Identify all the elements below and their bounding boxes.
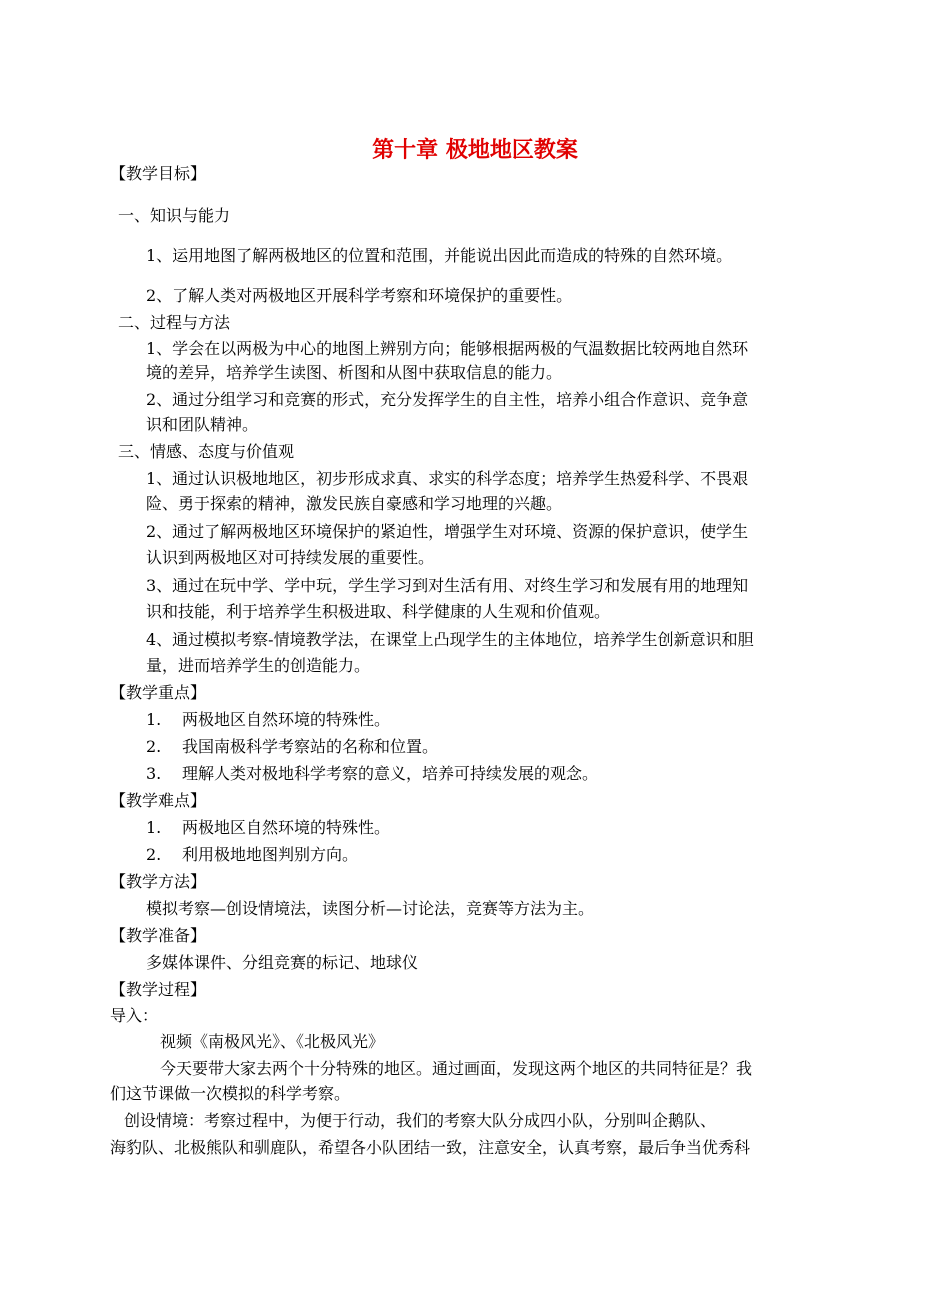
section-heading-difficulties: 【教学难点】 <box>110 791 207 810</box>
paragraph-line: 1、运用地图了解两极地区的位置和范围，并能说出因此而造成的特殊的自然环境。 <box>146 246 733 265</box>
list-number: 1. <box>146 818 162 837</box>
paragraph-line: 认识到两极地区对可持续发展的重要性。 <box>146 548 435 567</box>
paragraph-line: 1、学会在以两极为中心的地图上辨别方向；能够根据两极的气温数据比较两地自然环 <box>146 339 749 358</box>
section-heading-process: 【教学过程】 <box>110 980 207 999</box>
list-text: 我国南极科学考察站的名称和位置。 <box>182 737 439 756</box>
list-text: 利用极地地图判别方向。 <box>182 845 359 864</box>
paragraph-line: 创设情境：考察过程中，为便于行动，我们的考察大队分成四小队，分别叫企鹅队、 <box>124 1111 717 1130</box>
subsection-heading-attitude: 三、情感、态度与价值观 <box>118 442 295 461</box>
list-item <box>146 737 438 757</box>
paragraph-line: 识和技能，利于培养学生积极进取、科学健康的人生观和价值观。 <box>146 602 611 621</box>
paragraph-line: 险、勇于探索的精神，激发民族自豪感和学习地理的兴趣。 <box>146 494 563 513</box>
list-number: 2. <box>146 845 162 864</box>
paragraph-line: 4、通过模拟考察-情境教学法，在课堂上凸现学生的主体地位，培养学生创新意识和胆 <box>146 630 754 649</box>
paragraph-line: 视频《南极风光》、《北极风光》 <box>160 1032 385 1051</box>
intro-label: 导入： <box>110 1006 159 1025</box>
list-item <box>146 818 390 838</box>
section-heading-methods: 【教学方法】 <box>110 872 207 891</box>
paragraph-line: 今天要带大家去两个十分特殊的地区。通过画面，发现这两个地区的共同特征是？我 <box>160 1059 753 1078</box>
subsection-heading-process: 二、过程与方法 <box>118 313 231 332</box>
list-number: 3. <box>146 764 162 783</box>
paragraph-line: 3、通过在玩中学、学中玩，学生学习到对生活有用、对终生学习和发展有用的地理知 <box>146 576 749 595</box>
paragraph-line: 海豹队、北极熊队和驯鹿队，希望各小队团结一致，注意安全，认真考察，最后争当优秀科 <box>110 1138 751 1157</box>
paragraph-line: 量，进而培养学生的创造能力。 <box>146 656 371 675</box>
paragraph-line: 2、了解人类对两极地区开展科学考察和环境保护的重要性。 <box>146 286 573 305</box>
paragraph-line: 2、通过了解两极地区环境保护的紧迫性，增强学生对环境、资源的保护意识，使学生 <box>146 522 749 541</box>
list-number: 2. <box>146 737 162 756</box>
paragraph-line: 1、通过认识极地地区，初步形成求真、求实的科学态度；培养学生热爱科学、不畏艰 <box>146 469 749 488</box>
list-item <box>146 845 358 865</box>
paragraph-line: 境的差异，培养学生读图、析图和从图中获取信息的能力。 <box>146 363 563 382</box>
paragraph-line: 们这节课做一次模拟的科学考察。 <box>110 1084 351 1103</box>
section-heading-preparation: 【教学准备】 <box>110 926 207 945</box>
list-item <box>146 764 598 784</box>
document-title: 第十章 极地地区教案 <box>372 138 578 163</box>
list-item <box>146 710 390 730</box>
list-text: 两极地区自然环境的特殊性。 <box>182 710 391 729</box>
paragraph-line: 模拟考察—创设情境法，读图分析—讨论法，竞赛等方法为主。 <box>146 899 595 918</box>
section-heading-key-points: 【教学重点】 <box>110 683 207 702</box>
section-heading-goals: 【教学目标】 <box>110 164 207 183</box>
subsection-heading-knowledge: 一、知识与能力 <box>118 206 231 225</box>
paragraph-line: 识和团队精神。 <box>146 415 259 434</box>
list-text: 理解人类对极地科学考察的意义，培养可持续发展的观念。 <box>182 764 599 783</box>
paragraph-line: 2、通过分组学习和竞赛的形式，充分发挥学生的自主性，培养小组合作意识、竞争意 <box>146 390 749 409</box>
list-number: 1. <box>146 710 162 729</box>
list-text: 两极地区自然环境的特殊性。 <box>182 818 391 837</box>
paragraph-line: 多媒体课件、分组竞赛的标记、地球仪 <box>146 953 419 972</box>
